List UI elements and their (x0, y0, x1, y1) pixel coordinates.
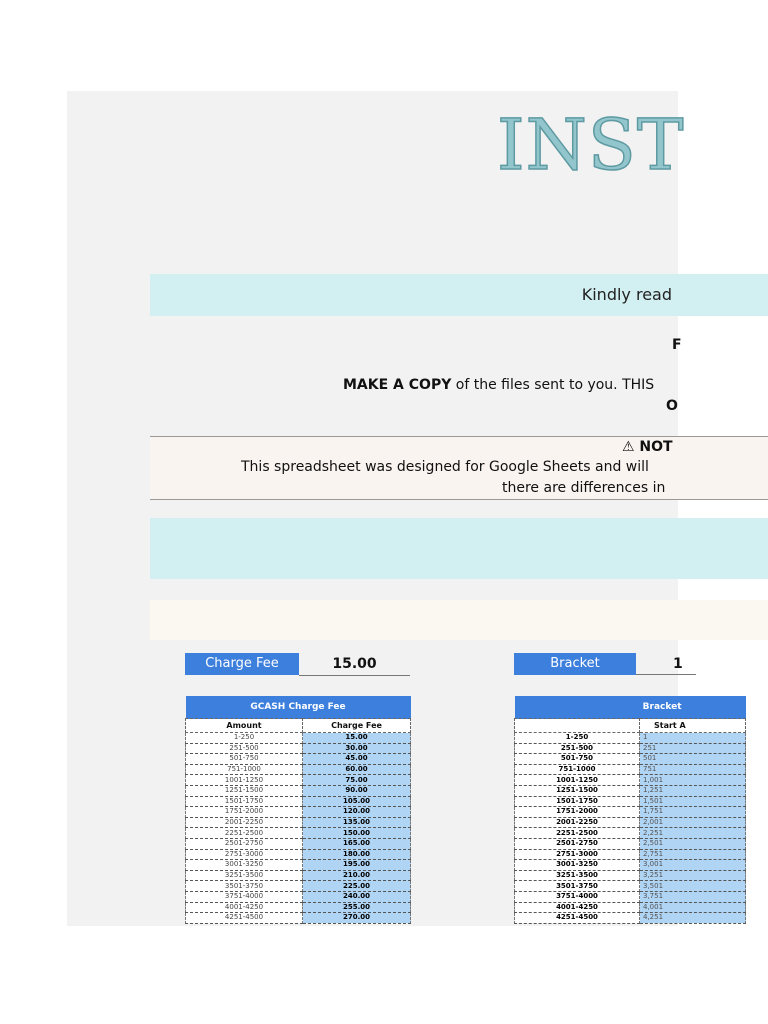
cell-gcash_table-range[interactable]: 1-250 (186, 733, 303, 744)
gcash-charge-fee-table (185, 696, 411, 924)
cell-bracket_table-value[interactable]: 1,751 (640, 807, 746, 818)
table-row (186, 860, 411, 871)
table-row (186, 902, 411, 913)
table-row (186, 764, 411, 775)
cell-bracket_table-range[interactable]: 1001-1250 (515, 775, 640, 786)
table-row (515, 881, 746, 892)
cell-bracket_table-value[interactable]: 2,001 (640, 817, 746, 828)
table-row (515, 849, 746, 860)
cell-gcash_table-value[interactable]: 45.00 (303, 754, 411, 765)
bracket-table-title: Bracket (515, 696, 746, 719)
column-header-bracket (515, 719, 640, 733)
table-row (515, 775, 746, 786)
cell-bracket_table-value[interactable]: 2,501 (640, 838, 746, 849)
table-row (186, 807, 411, 818)
cell-gcash_table-value[interactable]: 240.00 (303, 891, 411, 902)
bracket-table (514, 696, 746, 924)
read-banner (150, 274, 768, 316)
cell-bracket_table-value[interactable]: 2,251 (640, 828, 746, 839)
table-row (186, 870, 411, 881)
cell-bracket_table-value[interactable]: 501 (640, 754, 746, 765)
table-row (186, 881, 411, 892)
cell-gcash_table-range[interactable]: 3251-3500 (186, 870, 303, 881)
cell-gcash_table-range[interactable]: 4001-4250 (186, 902, 303, 913)
cell-gcash_table-range[interactable]: 251-500 (186, 743, 303, 754)
cell-bracket_table-value[interactable]: 3,751 (640, 891, 746, 902)
note-heading: ⚠ NOT (622, 439, 673, 455)
table-row (515, 838, 746, 849)
table-row (186, 775, 411, 786)
cell-gcash_table-value[interactable]: 195.00 (303, 860, 411, 871)
cell-gcash_table-range[interactable]: 501-750 (186, 754, 303, 765)
table-row (515, 733, 746, 744)
table-row (515, 764, 746, 775)
cell-bracket_table-range[interactable]: 1501-1750 (515, 796, 640, 807)
table-row (515, 913, 746, 924)
instruction-line3: O (666, 398, 678, 414)
gcash-table-title: GCASH Charge Fee (186, 696, 411, 719)
cream-band (150, 600, 768, 640)
note-line-2: there are differences in (502, 480, 666, 496)
cell-bracket_table-range[interactable]: 3001-3250 (515, 860, 640, 871)
instruction-heading: F (672, 337, 682, 353)
bracket-value[interactable]: 1 (636, 653, 696, 675)
cell-gcash_table-value[interactable]: 270.00 (303, 913, 411, 924)
table-row (186, 828, 411, 839)
cell-bracket_table-range[interactable]: 1251-1500 (515, 785, 640, 796)
cell-gcash_table-range[interactable]: 4251-4500 (186, 913, 303, 924)
cell-gcash_table-range[interactable]: 1751-2000 (186, 807, 303, 818)
table-row (515, 828, 746, 839)
cell-gcash_table-value[interactable]: 135.00 (303, 817, 411, 828)
cell-bracket_table-range[interactable]: 751-1000 (515, 764, 640, 775)
cell-bracket_table-range[interactable]: 501-750 (515, 754, 640, 765)
cell-gcash_table-value[interactable]: 180.00 (303, 849, 411, 860)
column-header-start-amount: Start A (640, 719, 746, 733)
cell-bracket_table-value[interactable]: 1,251 (640, 785, 746, 796)
cell-gcash_table-value[interactable]: 30.00 (303, 743, 411, 754)
cell-bracket_table-value[interactable]: 751 (640, 764, 746, 775)
table-row (186, 743, 411, 754)
cell-bracket_table-range[interactable]: 2251-2500 (515, 828, 640, 839)
cell-gcash_table-range[interactable]: 2751-3000 (186, 849, 303, 860)
cell-bracket_table-range[interactable]: 2001-2250 (515, 817, 640, 828)
table-row (515, 902, 746, 913)
cell-gcash_table-range[interactable]: 1251-1500 (186, 785, 303, 796)
copy-rest-text: of the files sent to you. THIS (451, 377, 655, 393)
cell-bracket_table-value[interactable]: 3,001 (640, 860, 746, 871)
table-row (515, 891, 746, 902)
table-row (186, 838, 411, 849)
cell-bracket_table-value[interactable]: 3,501 (640, 881, 746, 892)
table-row (515, 817, 746, 828)
table-row (186, 733, 411, 744)
cell-bracket_table-value[interactable]: 251 (640, 743, 746, 754)
cell-gcash_table-value[interactable]: 105.00 (303, 796, 411, 807)
table-row (186, 913, 411, 924)
cell-bracket_table-range[interactable]: 1-250 (515, 733, 640, 744)
table-row (515, 743, 746, 754)
cell-gcash_table-range[interactable]: 751-1000 (186, 764, 303, 775)
cell-bracket_table-value[interactable]: 4,251 (640, 913, 746, 924)
charge-fee-value[interactable]: 15.00 (299, 653, 410, 676)
make-copy-text: MAKE A COPY (343, 377, 452, 393)
table-row (186, 754, 411, 765)
column-header-amount: Amount (186, 719, 303, 733)
cell-bracket_table-range[interactable]: 3751-4000 (515, 891, 640, 902)
cell-bracket_table-range[interactable]: 3251-3500 (515, 870, 640, 881)
table-row (186, 891, 411, 902)
table-row (186, 849, 411, 860)
table-row (515, 754, 746, 765)
cell-gcash_table-range[interactable]: 3501-3750 (186, 881, 303, 892)
cell-gcash_table-value[interactable]: 255.00 (303, 902, 411, 913)
cell-gcash_table-value[interactable]: 150.00 (303, 828, 411, 839)
table-row (515, 807, 746, 818)
cell-bracket_table-value[interactable]: 3,251 (640, 870, 746, 881)
page-title: INST (497, 104, 685, 186)
cell-bracket_table-value[interactable]: 1 (640, 733, 746, 744)
cell-bracket_table-range[interactable]: 4001-4250 (515, 902, 640, 913)
table-row (186, 817, 411, 828)
cell-bracket_table-value[interactable]: 1,501 (640, 796, 746, 807)
read-banner-text: Kindly read (581, 285, 672, 304)
cell-bracket_table-range[interactable]: 251-500 (515, 743, 640, 754)
cell-gcash_table-value[interactable]: 60.00 (303, 764, 411, 775)
blue-band (150, 518, 768, 579)
table-row (515, 860, 746, 871)
cell-gcash_table-value[interactable]: 225.00 (303, 881, 411, 892)
cell-gcash_table-value[interactable]: 165.00 (303, 838, 411, 849)
cell-gcash_table-range[interactable]: 3751-4000 (186, 891, 303, 902)
note-line-1: This spreadsheet was designed for Google Sheets and will (241, 459, 649, 475)
column-header-charge-fee: Charge Fee (303, 719, 411, 733)
cell-gcash_table-range[interactable]: 1001-1250 (186, 775, 303, 786)
charge-fee-label: Charge Fee (185, 653, 299, 675)
cell-bracket_table-value[interactable]: 1,001 (640, 775, 746, 786)
cell-gcash_table-value[interactable]: 210.00 (303, 870, 411, 881)
cell-gcash_table-range[interactable]: 2251-2500 (186, 828, 303, 839)
cell-gcash_table-value[interactable]: 15.00 (303, 733, 411, 744)
table-row (186, 796, 411, 807)
table-row (515, 796, 746, 807)
cell-gcash_table-value[interactable]: 75.00 (303, 775, 411, 786)
cell-bracket_table-range[interactable]: 4251-4500 (515, 913, 640, 924)
cell-bracket_table-range[interactable]: 2751-3000 (515, 849, 640, 860)
cell-gcash_table-range[interactable]: 2001-2250 (186, 817, 303, 828)
bracket-label: Bracket (514, 653, 636, 675)
cell-gcash_table-range[interactable]: 1501-1750 (186, 796, 303, 807)
cell-bracket_table-value[interactable]: 2,751 (640, 849, 746, 860)
cell-gcash_table-range[interactable]: 3001-3250 (186, 860, 303, 871)
cell-bracket_table-range[interactable]: 3501-3750 (515, 881, 640, 892)
cell-bracket_table-range[interactable]: 1751-2000 (515, 807, 640, 818)
cell-gcash_table-value[interactable]: 90.00 (303, 785, 411, 796)
table-row (186, 785, 411, 796)
cell-bracket_table-value[interactable]: 4,001 (640, 902, 746, 913)
cell-gcash_table-range[interactable]: 2501-2750 (186, 838, 303, 849)
table-row (515, 785, 746, 796)
table-row (515, 870, 746, 881)
instruction-copy (343, 377, 654, 393)
cell-gcash_table-value[interactable]: 120.00 (303, 807, 411, 818)
cell-bracket_table-range[interactable]: 2501-2750 (515, 838, 640, 849)
